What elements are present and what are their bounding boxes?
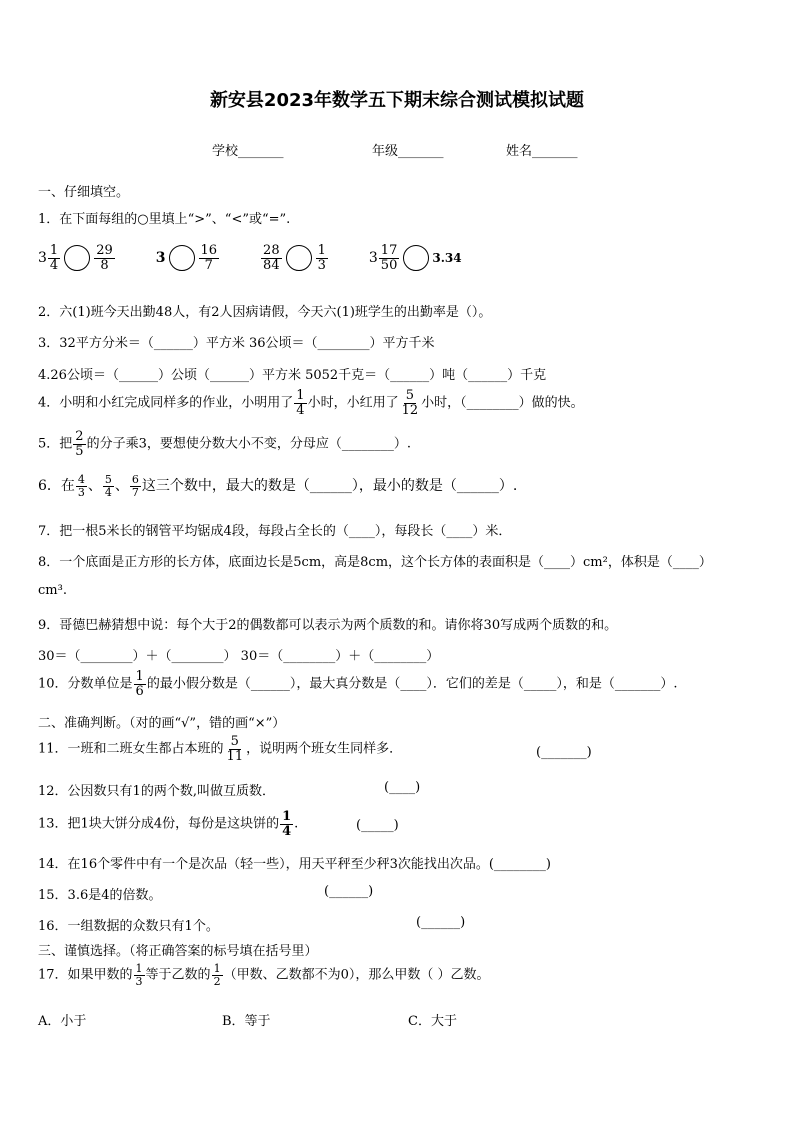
question-2: 2．六(1)班今天出勤48人，有2人因病请假，今天六(1)班学生的出勤率是（）。: [38, 305, 492, 320]
question-11: 11．一班和二班女生都占本班的 $\frac{5}{11}$ ，说明两个班女生同样多． (_______): [38, 734, 592, 764]
option-c[interactable]: C．大于: [408, 1014, 457, 1029]
comparison-group: [156, 244, 220, 272]
comparison-circle[interactable]: [64, 245, 90, 271]
comparison-circle[interactable]: [403, 245, 429, 271]
section-heading: 三、谨慎选择。（将正确答案的标号填在括号里）: [38, 944, 318, 959]
comparison-circle[interactable]: [286, 245, 312, 271]
question-5: 5．把 $\frac{2}{5}$ 的分子乘3，要想使分数大小不变，分母应（________）.: [38, 429, 411, 459]
question-13: 13．把1块大饼分成4份，每份是这块饼的 $\frac{1}{4}$ . (_____): [38, 809, 399, 839]
fraction: $\frac{1}{3}$: [317, 243, 326, 273]
whole-number: 3: [155, 250, 166, 267]
question-17: 17．如果甲数的 $\frac{1}{3}$ 等于乙数的 $\frac{1}{2}$ （甲数、乙数都不为0），那么甲数（ ）乙数。: [38, 962, 490, 988]
question-1: 1．在下面每组的○里填上“>”、“<”或“=”.: [38, 212, 291, 227]
question-16: 16．一组数据的众数只有1个。 (______): [38, 915, 466, 934]
fraction: $\frac{16}{7}$: [200, 243, 218, 273]
decimal-number: 3.34: [432, 251, 462, 266]
question-9-line-1: 9．哥德巴赫猜想中说：每个大于2的偶数都可以表示为两个质数的和。请你将30写成两个质数的和。: [38, 618, 618, 633]
question-14: 14．在16个零件中有一个是次品（轻一些），用天平秤至少秤3次能找出次品。(________): [38, 857, 551, 872]
grade-field: 年级_______: [372, 144, 444, 159]
fraction: $\frac{17}{50}$: [380, 243, 398, 273]
question-8-line-1: 8．一个底面是正方形的长方体，底面边长是5cm，高是8cm，这个长方体的表面积是（____）cm²，体积是（____）: [38, 555, 712, 570]
option-b[interactable]: B．等于: [222, 1014, 271, 1029]
whole-number: 3: [38, 250, 47, 267]
question-3-line-1: 3．32平方分米＝（______）平方米 36公顷＝（________）平方千米: [38, 336, 435, 351]
school-field: 学校_______: [212, 144, 284, 159]
section-heading: 一、仔细填空。: [38, 185, 130, 200]
comparison-circle[interactable]: [169, 245, 195, 271]
comparison-group: [260, 244, 329, 272]
question-6: 6．在 $\frac{4}{3}$ 、 $\frac{5}{4}$ 、 $\frac{6}{7}$ 这三个数中，最大的数是（______），最小的数是（______）.: [38, 473, 518, 499]
name-field: 姓名_______: [506, 144, 578, 159]
question-3-line-2: 4.26公顷＝（______）公顷（______）平方米 5052千克＝（______）吨（______）千克: [38, 368, 547, 383]
question-12: 12．公因数只有1的两个数,叫做互质数． (____): [38, 780, 421, 799]
fraction: $\frac{29}{8}$: [96, 243, 113, 273]
comparison-group: [38, 244, 116, 272]
fraction: $\frac{28}{84}$: [263, 243, 280, 273]
question-1-comparisons: [38, 244, 502, 272]
question-9-line-2: 30＝（________）＋（________） 30＝（________）＋（________）: [38, 649, 440, 664]
question-10: 10．分数单位是 $\frac{1}{6}$ 的最小假分数是（______），最大真分数是（____）．它们的差是（_____），和是（_______）.: [38, 669, 678, 699]
question-8-line-2: cm³.: [38, 583, 67, 598]
question-7: 7．把一根5米长的钢管平均锯成4段，每段占全长的（____），每段长（____）米．: [38, 524, 512, 539]
fraction: $\frac{1}{4}$: [49, 243, 59, 273]
question-4: 4．小明和小红完成同样多的作业，小明用了 $\frac{1}{4}$ 小时，小红用了 $\frac{5}{12}$ 小时，（________）做的快。: [38, 388, 584, 418]
section-heading: 二、准确判断。（对的画“√”，错的画“×”）: [38, 716, 286, 731]
page-title: 新安县2023年数学五下期末综合测试模拟试题: [209, 90, 585, 111]
comparison-group: [369, 244, 462, 272]
option-a[interactable]: A．小于: [38, 1014, 87, 1029]
question-15: 15．3.6是4的倍数。 (______): [38, 884, 374, 903]
whole-number: 3: [368, 250, 378, 267]
